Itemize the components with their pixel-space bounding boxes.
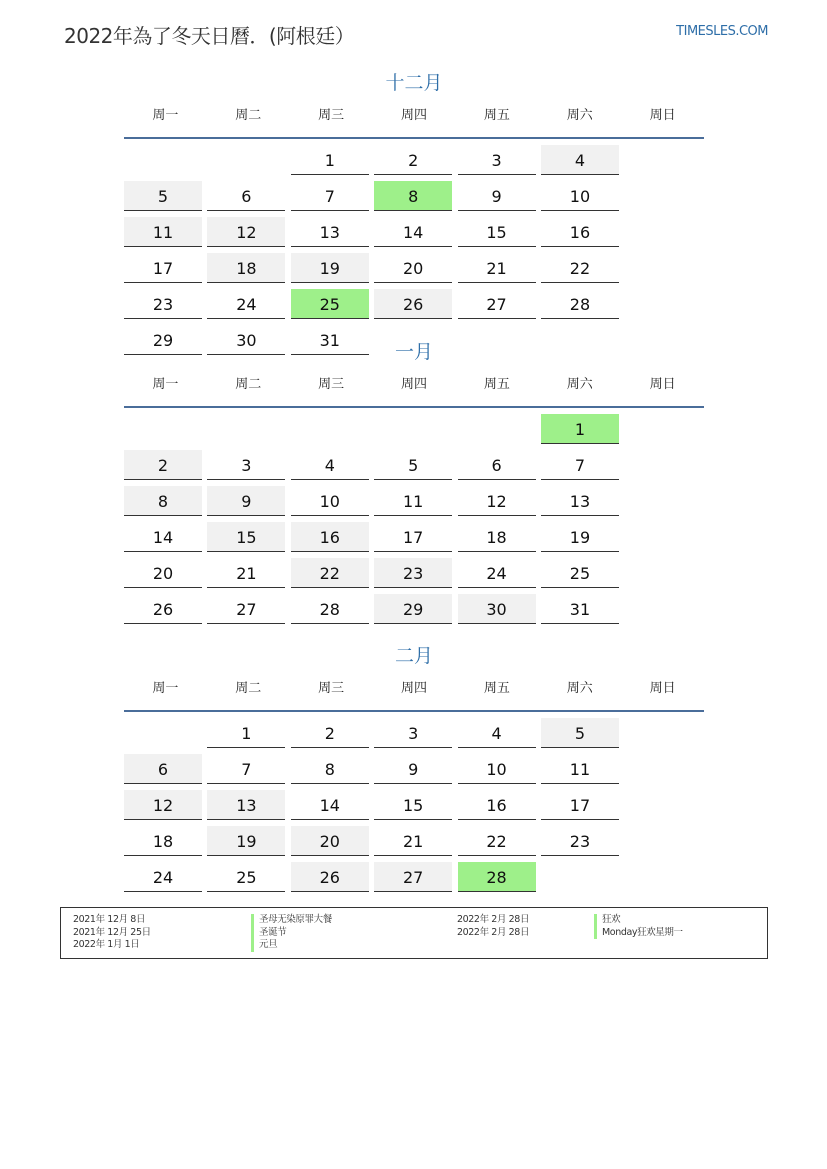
weekday-label: 周三 (318, 108, 345, 123)
day-cell: 16 (541, 217, 619, 247)
empty-cell (291, 414, 369, 444)
day-cell: 9 (374, 754, 452, 784)
day-cell: 19 (207, 826, 285, 856)
holiday-day-cell: 25 (291, 289, 369, 319)
day-cell: 25 (207, 862, 285, 892)
legend-holiday-name: Monday狂欢星期一 (594, 927, 683, 940)
day-cell: 29 (374, 594, 452, 624)
legend-date: 2022年 2月 28日 (457, 914, 530, 925)
day-cell: 28 (541, 289, 619, 319)
weekday-label: 周一 (152, 108, 179, 123)
day-cell: 17 (124, 253, 202, 283)
day-cell: 1 (207, 718, 285, 748)
day-cell: 1 (291, 145, 369, 175)
day-cell: 5 (541, 718, 619, 748)
legend-holiday-name: 圣诞节 (251, 927, 332, 940)
day-cell: 21 (207, 558, 285, 588)
day-cell: 2 (124, 450, 202, 480)
legend-holiday-name: 元旦 (251, 939, 332, 952)
weekday-label: 周四 (401, 377, 428, 392)
day-cell: 6 (458, 450, 536, 480)
weekday-header (124, 101, 704, 139)
holiday-day-cell: 8 (374, 181, 452, 211)
page-title: 2022年為了冬天日曆．(阿根廷） (64, 24, 355, 48)
day-cell: 4 (458, 718, 536, 748)
month-january (124, 337, 704, 630)
day-cell: 3 (207, 450, 285, 480)
weekday-label: 周日 (649, 108, 676, 123)
day-cell: 22 (541, 253, 619, 283)
day-cell: 10 (458, 754, 536, 784)
legend-dates-right (457, 914, 529, 939)
day-cell: 26 (124, 594, 202, 624)
weekday-label: 周二 (235, 681, 262, 696)
day-cell: 9 (207, 486, 285, 516)
weekday-label: 周六 (566, 108, 593, 123)
day-cell: 30 (207, 325, 285, 355)
day-cell: 13 (291, 217, 369, 247)
day-cell: 17 (374, 522, 452, 552)
day-cell: 29 (124, 325, 202, 355)
legend-names-left (251, 914, 332, 952)
day-cell: 28 (291, 594, 369, 624)
legend-date: 2022年 2月 28日 (457, 926, 530, 938)
day-cell: 11 (124, 217, 202, 247)
day-cell: 23 (541, 826, 619, 856)
day-cell: 11 (541, 754, 619, 784)
weekday-label: 周二 (235, 108, 262, 123)
legend-date: 2021年 12月 8日 (73, 914, 146, 925)
day-cell: 18 (458, 522, 536, 552)
day-cell: 24 (207, 289, 285, 319)
day-grid (124, 712, 704, 898)
weekday-label: 周五 (483, 681, 510, 696)
day-cell: 2 (291, 718, 369, 748)
day-cell: 9 (458, 181, 536, 211)
day-cell: 7 (541, 450, 619, 480)
day-grid (124, 139, 704, 361)
month-february (124, 641, 704, 898)
day-cell: 16 (458, 790, 536, 820)
weekday-label: 周四 (401, 108, 428, 123)
day-cell: 6 (124, 754, 202, 784)
empty-cell (207, 414, 285, 444)
month-title: 二月 (394, 645, 433, 667)
day-cell: 6 (207, 181, 285, 211)
day-cell: 23 (374, 558, 452, 588)
day-cell: 19 (291, 253, 369, 283)
weekday-label: 周日 (649, 377, 676, 392)
legend-date: 2021年 12月 25日 (73, 926, 151, 938)
day-cell: 12 (207, 217, 285, 247)
day-cell: 12 (124, 790, 202, 820)
day-cell: 21 (374, 826, 452, 856)
day-cell: 2 (374, 145, 452, 175)
day-cell: 20 (374, 253, 452, 283)
empty-cell (124, 718, 202, 748)
day-cell: 12 (458, 486, 536, 516)
weekday-label: 周五 (483, 377, 510, 392)
weekday-header (124, 370, 704, 408)
day-cell: 26 (374, 289, 452, 319)
day-cell: 20 (291, 826, 369, 856)
day-cell: 21 (458, 253, 536, 283)
weekday-label: 周六 (566, 681, 593, 696)
day-cell: 24 (458, 558, 536, 588)
day-cell: 5 (374, 450, 452, 480)
legend-names-right (594, 914, 683, 939)
day-cell: 22 (291, 558, 369, 588)
day-cell: 5 (124, 181, 202, 211)
month-title: 一月 (394, 341, 433, 363)
weekday-label: 周二 (235, 377, 262, 392)
day-cell: 15 (374, 790, 452, 820)
day-cell: 15 (458, 217, 536, 247)
weekday-label: 周五 (483, 108, 510, 123)
day-cell: 18 (207, 253, 285, 283)
day-cell: 14 (291, 790, 369, 820)
day-cell: 13 (207, 790, 285, 820)
legend-holiday-name: 狂欢 (594, 914, 683, 927)
day-cell: 15 (207, 522, 285, 552)
day-cell: 19 (541, 522, 619, 552)
month-title: 十二月 (385, 72, 443, 94)
empty-cell (124, 414, 202, 444)
day-cell: 18 (124, 826, 202, 856)
legend-date: 2022年 1月 1日 (73, 939, 140, 950)
day-cell: 31 (541, 594, 619, 624)
empty-cell (124, 145, 202, 175)
day-cell: 24 (124, 862, 202, 892)
day-cell: 8 (124, 486, 202, 516)
weekday-label: 周一 (152, 681, 179, 696)
day-cell: 16 (291, 522, 369, 552)
month-december (124, 68, 704, 361)
weekday-label: 周三 (318, 681, 345, 696)
day-cell: 27 (458, 289, 536, 319)
weekday-label: 周一 (152, 377, 179, 392)
day-cell: 8 (291, 754, 369, 784)
day-cell: 11 (374, 486, 452, 516)
weekday-label: 周四 (401, 681, 428, 696)
weekday-label: 周三 (318, 377, 345, 392)
legend-holiday-name: 圣母无染原罪大餐 (251, 914, 332, 927)
holiday-day-cell: 1 (541, 414, 619, 444)
holiday-day-cell: 28 (458, 862, 536, 892)
day-cell: 31 (291, 325, 369, 355)
day-cell: 14 (124, 522, 202, 552)
day-cell: 30 (458, 594, 536, 624)
day-cell: 14 (374, 217, 452, 247)
day-cell: 26 (291, 862, 369, 892)
day-cell: 25 (541, 558, 619, 588)
site-link[interactable]: TIMESLES.COM (676, 24, 768, 39)
empty-cell (207, 145, 285, 175)
day-cell: 7 (291, 181, 369, 211)
day-cell: 7 (207, 754, 285, 784)
day-cell: 4 (291, 450, 369, 480)
weekday-label: 周日 (649, 681, 676, 696)
day-cell: 22 (458, 826, 536, 856)
empty-cell (374, 414, 452, 444)
day-cell: 17 (541, 790, 619, 820)
day-cell: 13 (541, 486, 619, 516)
day-cell: 23 (124, 289, 202, 319)
day-grid (124, 408, 704, 630)
holiday-legend (60, 907, 768, 959)
day-cell: 27 (374, 862, 452, 892)
weekday-header (124, 674, 704, 712)
empty-cell (458, 414, 536, 444)
weekday-label: 周六 (566, 377, 593, 392)
day-cell: 27 (207, 594, 285, 624)
legend-dates-left (73, 914, 151, 952)
day-cell: 10 (541, 181, 619, 211)
day-cell: 20 (124, 558, 202, 588)
day-cell: 10 (291, 486, 369, 516)
day-cell: 3 (374, 718, 452, 748)
day-cell: 3 (458, 145, 536, 175)
day-cell: 4 (541, 145, 619, 175)
